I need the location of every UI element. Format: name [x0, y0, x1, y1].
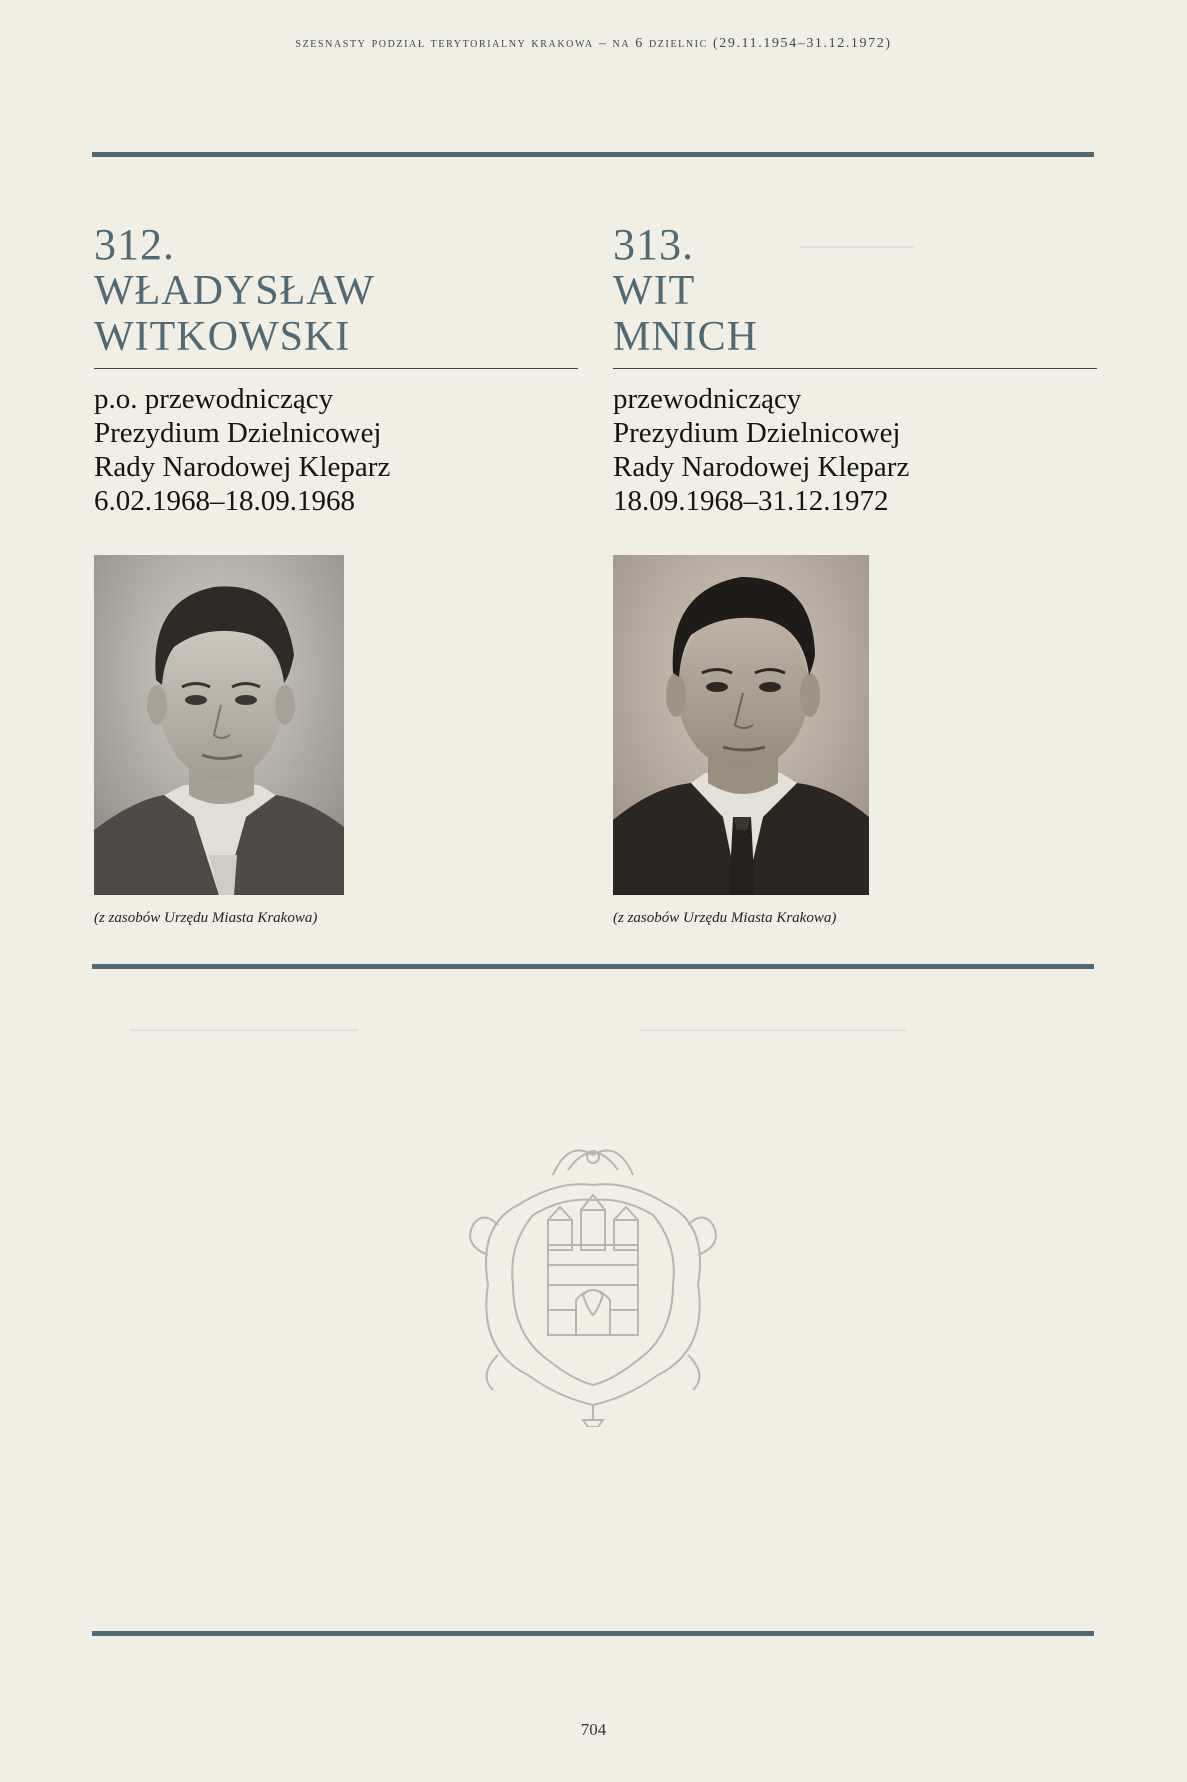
role-district: Rady Narodowej Kleparz — [94, 451, 391, 483]
entry-number: 312. — [94, 220, 175, 269]
portrait-photo — [613, 555, 869, 895]
entry-role — [94, 382, 390, 518]
entry-name-last: MNICH — [613, 314, 759, 360]
role-district: Rady Narodowej Kleparz — [613, 451, 910, 483]
entry-312 — [94, 220, 580, 926]
role-dates: 18.09.1968–31.12.1972 — [613, 485, 889, 517]
running-head: szesnasty podział terytorialny krakowa – na 6 dzielnic (29.11.1954–31.12.1972) — [295, 36, 892, 51]
bleed-through-decoration: ——————— — [640, 1006, 906, 1048]
role-title: p.o. przewodniczący — [94, 383, 334, 415]
top-rule — [92, 152, 1094, 157]
page-number: 704 — [580, 1720, 607, 1739]
photo-caption: (z zasobów Urzędu Miasta Krakowa) — [94, 910, 318, 926]
krakow-coat-of-arms-emblem — [458, 1135, 728, 1427]
role-dates: 6.02.1968–18.09.1968 — [94, 485, 355, 517]
entry-role — [613, 382, 909, 518]
entry-name-last: WITKOWSKI — [94, 314, 351, 360]
bottom-rule — [92, 1631, 1094, 1636]
bleed-through-decoration: ——— — [800, 223, 914, 265]
bleed-through-decoration: —————— — [130, 1006, 358, 1048]
role-title: przewodniczący — [613, 383, 802, 415]
role-body: Prezydium Dzielnicowej — [94, 417, 382, 449]
role-body: Prezydium Dzielnicowej — [613, 417, 901, 449]
entry-name-first: WŁADYSŁAW — [94, 268, 375, 314]
entry-313 — [613, 220, 1099, 926]
middle-rule — [92, 964, 1094, 969]
photo-caption: (z zasobów Urzędu Miasta Krakowa) — [613, 910, 837, 926]
portrait-photo — [94, 555, 344, 895]
entry-divider — [94, 368, 578, 369]
entry-divider — [613, 368, 1097, 369]
entry-number: 313. — [613, 220, 694, 269]
entry-name-first: WIT — [613, 268, 696, 314]
